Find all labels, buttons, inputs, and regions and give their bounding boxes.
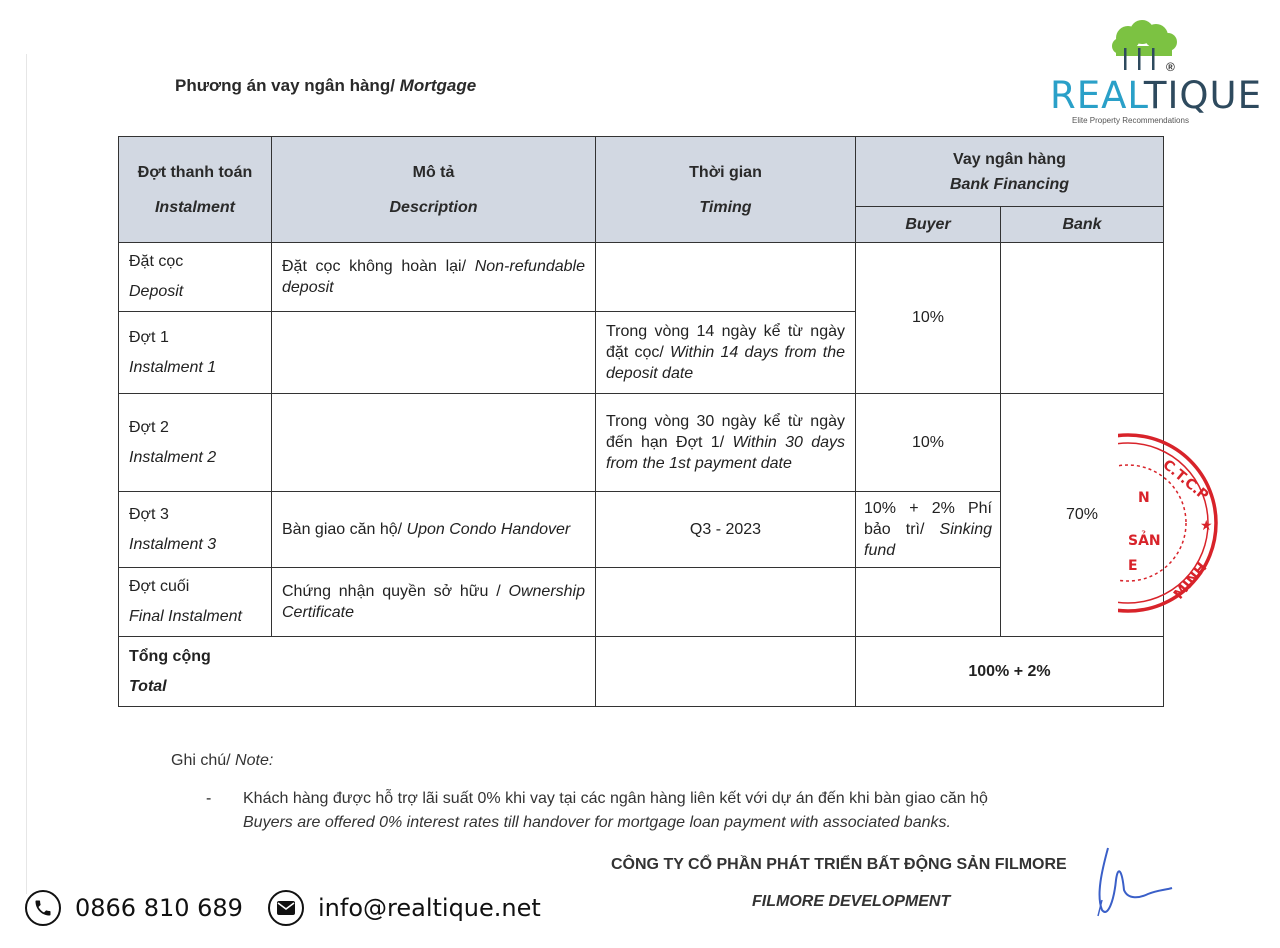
row-description [272, 394, 596, 492]
row-label: Đợt 3 Instalment 3 [119, 492, 272, 568]
buyer-inst3: 10% + 2% Phí bảo trì/ Sinking fund [856, 492, 1001, 568]
table-row [119, 243, 1164, 312]
bank-seventy-percent: 70% [1001, 394, 1164, 637]
row-timing [596, 568, 856, 637]
mail-icon [268, 890, 304, 926]
phone-number: 0866 810 689 [75, 894, 243, 922]
row-timing [596, 243, 856, 312]
document-title: Phương án vay ngân hàng/ Mortgage [175, 76, 477, 95]
total-row [119, 637, 1164, 707]
email-address: info@realtique.net [318, 894, 541, 922]
svg-text:E: E [1128, 558, 1138, 574]
header-description: Mô tả Description [272, 137, 596, 243]
total-timing-empty [596, 637, 856, 707]
row-description: Chứng nhận quyền sở hữu / Ownership Certificate [272, 568, 596, 637]
tree-icon [1108, 18, 1188, 70]
buyer-inst2: 10% [856, 394, 1001, 492]
header-instalment: Đợt thanh toán Instalment [119, 137, 272, 243]
svg-text:MINH: MINH [1170, 559, 1211, 603]
row-description: Bàn giao căn hộ/ Upon Condo Handover [272, 492, 596, 568]
row-description [272, 312, 596, 394]
contact-phone[interactable] [25, 888, 243, 928]
buyer-deposit-inst1: 10% [856, 243, 1001, 394]
note-text-en: Buyers are offered 0% interest rates till handover for mortgage loan payment with associated banks. [243, 814, 951, 831]
total-value: 100% + 2% [856, 637, 1164, 707]
svg-text:N: N [1138, 490, 1150, 506]
buyer-final-empty [856, 568, 1001, 637]
table-row [119, 394, 1164, 492]
svg-text:C.T.C.P: C.T.C.P [1159, 456, 1212, 504]
company-name-en: FILMORE DEVELOPMENT [752, 893, 951, 910]
row-label: Đặt cọc Deposit [119, 243, 272, 312]
row-label: Đợt cuối Final Instalment [119, 568, 272, 637]
total-label: Tổng cộng Total [119, 637, 596, 707]
contact-email[interactable] [268, 888, 541, 928]
row-label: Đợt 2 Instalment 2 [119, 394, 272, 492]
company-name: CÔNG TY CỔ PHẦN PHÁT TRIỂN BẤT ĐỘNG SẢN FILMORE [611, 856, 1067, 873]
realtique-logo [1048, 18, 1263, 130]
header-bank: Bank [1001, 207, 1164, 243]
phone-icon [25, 890, 61, 926]
row-description: Đặt cọc không hoàn lại/ Non-refundable deposit [272, 243, 596, 312]
page-edge [26, 54, 27, 894]
notes-title: Ghi chú/ Note: [171, 752, 274, 769]
header-bank-financing: Vay ngân hàng Bank Financing [856, 137, 1164, 207]
header-buyer: Buyer [856, 207, 1001, 243]
note-text-vi: Khách hàng được hỗ trợ lãi suất 0% khi vay tại các ngân hàng liên kết với dự án đến khi bàn giao căn hộ [243, 790, 988, 807]
row-timing: Q3 - 2023 [596, 492, 856, 568]
logo-wordmark: REALTIQUE [1050, 74, 1263, 117]
bank-empty [1001, 243, 1164, 394]
row-label: Đợt 1 Instalment 1 [119, 312, 272, 394]
registered-mark: ® [1166, 60, 1175, 74]
row-timing: Trong vòng 30 ngày kể từ ngày đến hạn Đợt 1/ Within 30 days from the 1st payment date [596, 394, 856, 492]
note-bullet: - [206, 790, 212, 807]
header-timing: Thời gian Timing [596, 137, 856, 243]
svg-text:★: ★ [1200, 518, 1213, 534]
signature [1088, 840, 1178, 920]
row-timing: Trong vòng 14 ngày kể từ ngày đặt cọc/ Within 14 days from the deposit date [596, 312, 856, 394]
payment-schedule-table [118, 136, 1164, 707]
svg-text:SẢN: SẢN [1128, 533, 1161, 549]
company-stamp [1118, 420, 1230, 626]
logo-tagline: Elite Property Recommendations [1072, 116, 1189, 125]
